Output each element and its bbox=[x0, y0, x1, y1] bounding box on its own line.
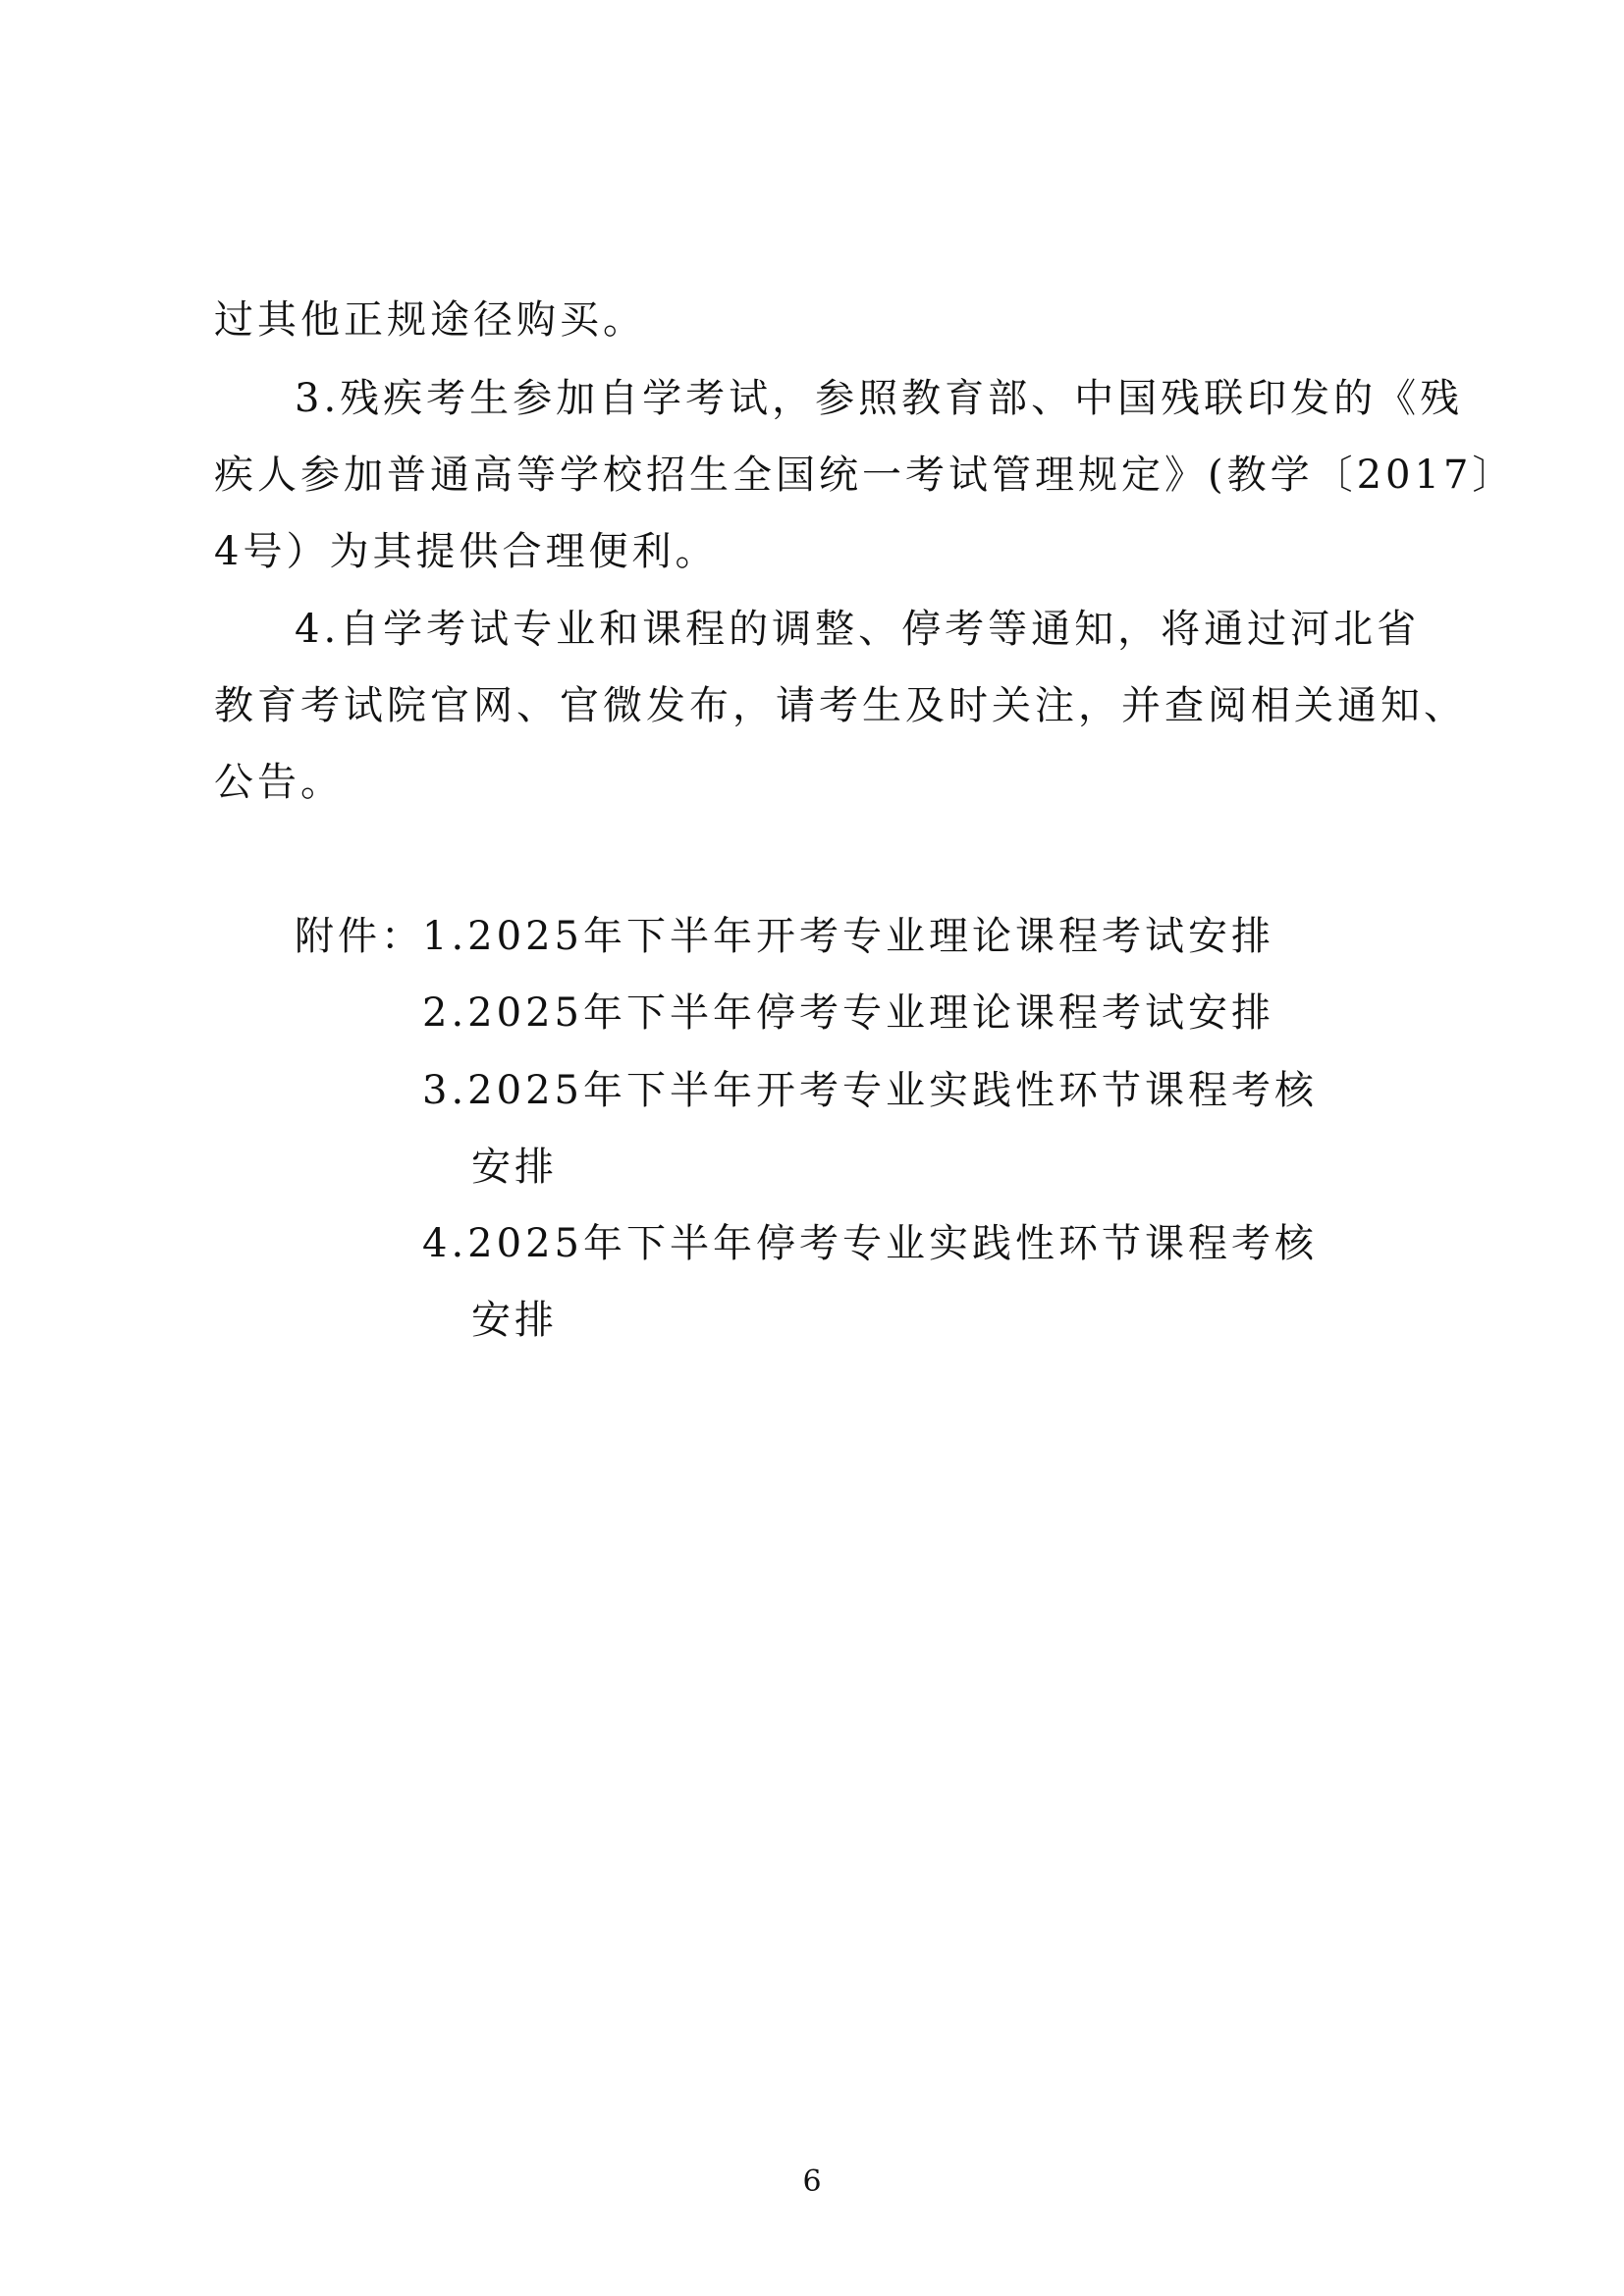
attachment-3: 3.2025年下半年开考专业实践性环节课程考核 bbox=[422, 1068, 1318, 1113]
attachment-4: 4.2025年下半年停考专业实践性环节课程考核 bbox=[422, 1221, 1318, 1266]
attachment-4-continued: 安排 bbox=[471, 1298, 558, 1343]
item4-line1: 4.自学考试专业和课程的调整、停考等通知，将通过河北省 bbox=[295, 607, 1421, 652]
item4-line3: 公告。 bbox=[214, 760, 344, 805]
item3-line1: 3.残疾考生参加自学考试，参照教育部、中国残联印发的《残 bbox=[295, 376, 1464, 421]
item3-line3: 4号）为其提供合理便利。 bbox=[214, 529, 719, 574]
attachments-label: 附件： bbox=[295, 914, 424, 959]
item4-line2: 教育考试院官网、官微发布，请考生及时关注，并查阅相关通知、 bbox=[214, 683, 1467, 728]
paragraph-continued: 过其他正规途径购买。 bbox=[214, 297, 646, 343]
attachment-2: 2.2025年下半年停考专业理论课程考试安排 bbox=[422, 990, 1274, 1036]
item3-line2: 疾人参加普通高等学校招生全国统一考试管理规定》(教学〔2017〕 bbox=[214, 453, 1516, 498]
attachment-3-continued: 安排 bbox=[471, 1145, 558, 1190]
page-number: 6 bbox=[802, 2164, 822, 2199]
attachment-1: 1.2025年下半年开考专业理论课程考试安排 bbox=[422, 914, 1274, 959]
